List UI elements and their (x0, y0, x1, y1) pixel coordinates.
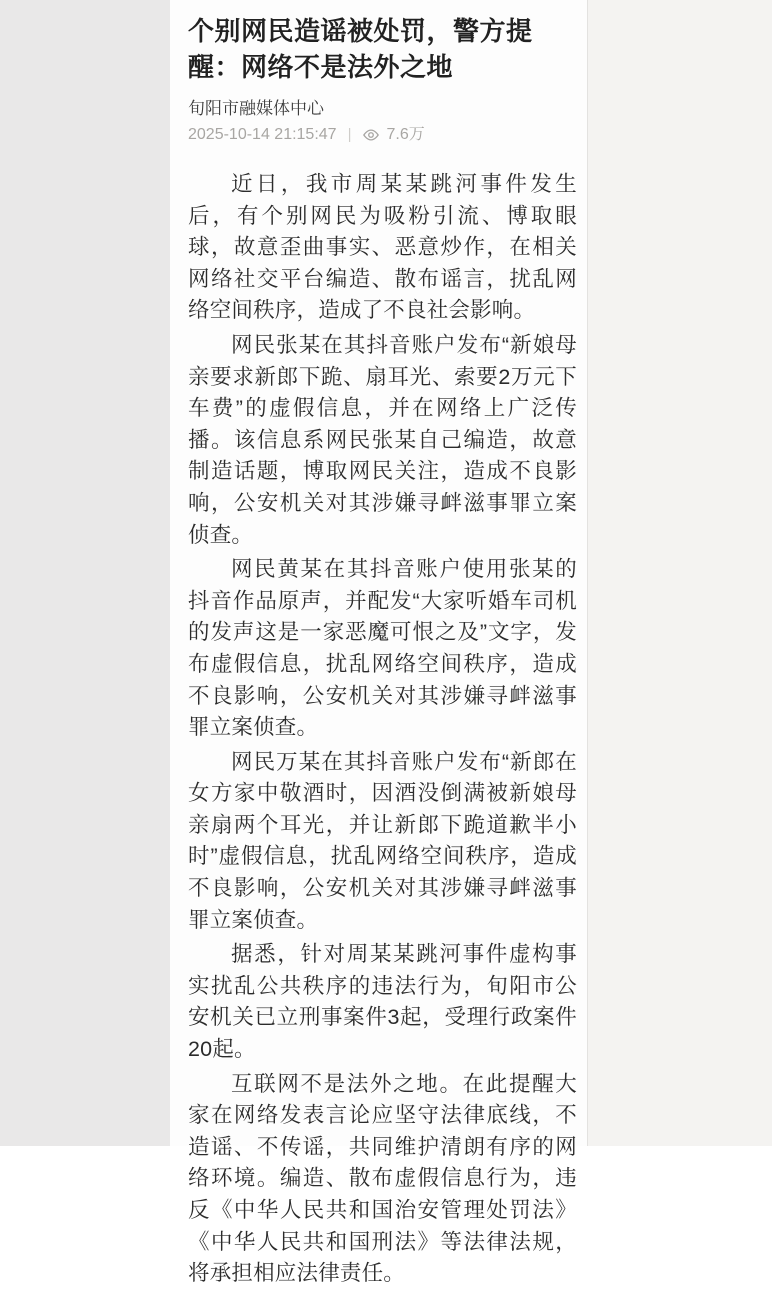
article-paragraph: 互联网不是法外之地。在此提醒大家在网络发表言论应坚守法律底线，不造谣、不传谣，共同维护清朗有序的网络环境。编造、散布虚假信息行为，违反《中华人民共和国治安管理处罚法》《中华人民共和国刑法》等法律法规，将承担相应法律责任。 (188, 1071, 577, 1286)
article-meta-row (188, 125, 577, 145)
views-eye-icon (362, 128, 380, 142)
article-card (170, 0, 587, 1286)
article-paragraph: 网民万某在其抖音账户发布“新郎在女方家中敬酒时，因酒没倒满被新娘母亲扇两个耳光，并让新郎下跪道歉半小时”虚假信息，扰乱网络空间秩序，造成不良影响，公安机关对其涉嫌寻衅滋事罪立案侦查。 (188, 749, 577, 932)
article-body (188, 169, 577, 1290)
views-count: 7.6万 (386, 126, 425, 143)
article-paragraph: 网民黄某在其抖音账户使用张某的抖音作品原声，并配发“大家听婚车司机的发声这是一家恶魔可恨之及”文字，发布虚假信息，扰乱网络空间秩序，造成不良影响，公安机关对其涉嫌寻衅滋事罪立案侦查。 (188, 557, 577, 740)
publish-time: 2025-10-14 21:15:47 (188, 126, 337, 143)
article-paragraph: 据悉，针对周某某跳河事件虚构事实扰乱公共秩序的违法行为，旬阳市公安机关已立刑事案件3起，受理行政案件20起。 (188, 942, 577, 1062)
article-title: 个别网民造谣被处罚，警方提醒：网络不是法外之地 (188, 16, 533, 82)
publisher-name: 旬阳市融媒体中心 (188, 99, 324, 118)
meta-separator: | (347, 126, 352, 143)
article-paragraph: 网民张某在其抖音账户发布“新娘母亲要求新郎下跪、扇耳光、索要2万元下车费”的虚假信息，并在网络上广泛传播。该信息系网民张某自己编造，故意制造话题，博取网民关注，造成不良影响，公安机关对其涉嫌寻衅滋事罪立案侦查。 (188, 332, 577, 547)
article-paragraph: 近日，我市周某某跳河事件发生后，有个别网民为吸粉引流、博取眼球，故意歪曲事实、恶意炒作，在相关网络社交平台编造、散布谣言，扰乱网络空间秩序，造成了不良社会影响。 (188, 172, 577, 323)
page-left-gutter (0, 0, 170, 1146)
page-right-gutter (587, 0, 772, 1146)
